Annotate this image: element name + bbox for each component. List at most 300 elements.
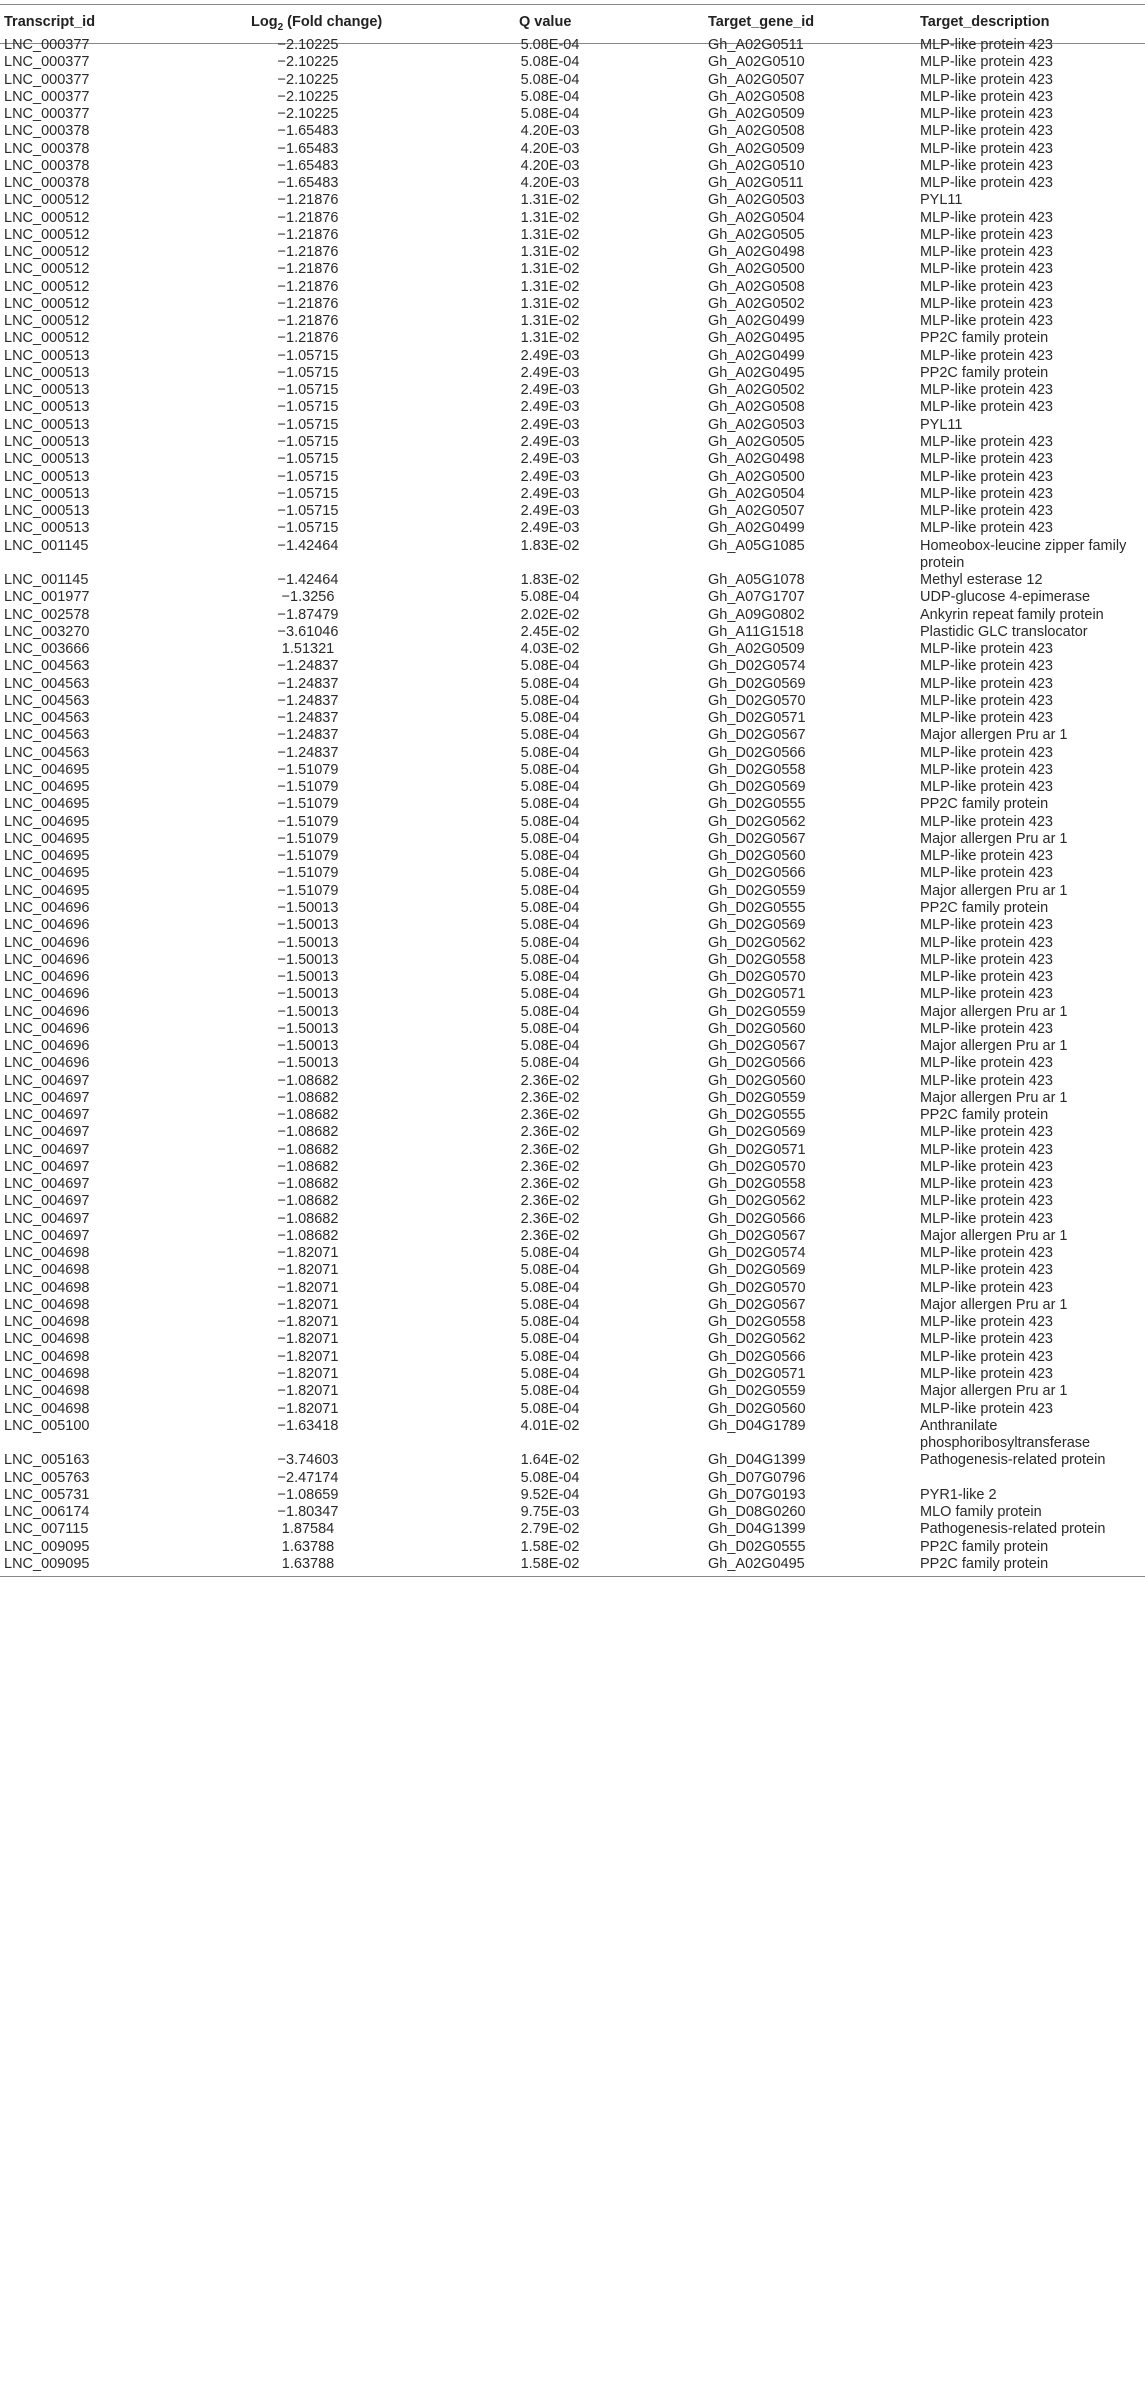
cell-log2-fold-change: −2.10225: [277, 54, 339, 71]
cell-target-gene-id: Gh_A02G0500: [708, 468, 805, 485]
cell-q-value: 2.49E-03: [520, 433, 580, 450]
cell-transcript-id: LNC_004563: [4, 744, 90, 761]
table-row: [0, 210, 1145, 227]
cell-transcript-id: LNC_004698: [4, 1400, 90, 1417]
cell-target-description: PYL11: [920, 416, 963, 433]
cell-target-description: MLO family protein: [920, 1504, 1042, 1521]
cell-target-description: Homeobox-leucine zipper family protein: [920, 537, 1127, 571]
table-row: [0, 503, 1145, 520]
cell-log2-fold-change: −1.21876: [277, 313, 339, 330]
cell-log2-fold-change: −1.51079: [277, 830, 339, 847]
cell-q-value: 1.83E-02: [520, 537, 580, 554]
header-target-description: Target_description: [920, 14, 1050, 30]
cell-transcript-id: LNC_003666: [4, 641, 90, 658]
cell-log2-fold-change: −1.08682: [277, 1072, 339, 1089]
cell-target-description: Plastidic GLC translocator: [920, 623, 1088, 640]
cell-target-gene-id: Gh_D02G0559: [708, 1003, 806, 1020]
table-row: [0, 313, 1145, 330]
cell-target-gene-id: Gh_D02G0558: [708, 761, 806, 778]
cell-target-gene-id: Gh_D02G0559: [708, 882, 806, 899]
cell-target-gene-id: Gh_A02G0508: [708, 278, 805, 295]
cell-log2-fold-change: −1.24837: [277, 710, 339, 727]
table-row: [0, 72, 1145, 89]
cell-q-value: 5.08E-04: [520, 37, 580, 53]
cell-transcript-id: LNC_000512: [4, 261, 90, 278]
cell-target-gene-id: Gh_A02G0502: [708, 295, 805, 312]
cell-q-value: 2.36E-02: [520, 1158, 580, 1175]
cell-target-gene-id: Gh_D02G0559: [708, 1089, 806, 1106]
cell-q-value: 1.31E-02: [520, 295, 580, 312]
cell-transcript-id: LNC_004698: [4, 1348, 90, 1365]
cell-transcript-id: LNC_004698: [4, 1245, 90, 1262]
table-row: [0, 89, 1145, 106]
cell-log2-fold-change: −1.82071: [277, 1314, 339, 1331]
table-row: [0, 624, 1145, 641]
table-row: [0, 227, 1145, 244]
cell-log2-fold-change: −1.3256: [281, 589, 335, 606]
cell-log2-fold-change: −1.24837: [277, 692, 339, 709]
cell-transcript-id: LNC_004695: [4, 865, 90, 882]
cell-q-value: 5.08E-04: [520, 934, 580, 951]
cell-transcript-id: LNC_004696: [4, 969, 90, 986]
cell-transcript-id: LNC_000513: [4, 433, 90, 450]
table-row: [0, 779, 1145, 796]
cell-q-value: 2.49E-03: [520, 451, 580, 468]
cell-q-value: 2.36E-02: [520, 1193, 580, 1210]
cell-target-gene-id: Gh_A02G0508: [708, 123, 805, 140]
cell-target-description: MLP-like protein 423: [920, 1262, 1053, 1279]
cell-log2-fold-change: −1.08682: [277, 1141, 339, 1158]
cell-log2-fold-change: −1.24837: [277, 727, 339, 744]
cell-target-description: PP2C family protein: [920, 1107, 1049, 1124]
cell-transcript-id: LNC_000378: [4, 157, 90, 174]
table-row: [0, 399, 1145, 416]
cell-q-value: 5.08E-04: [520, 1469, 580, 1486]
cell-q-value: 4.20E-03: [520, 157, 580, 174]
cell-transcript-id: LNC_004696: [4, 1038, 90, 1055]
cell-target-description: Major allergen Pru ar 1: [920, 1227, 1068, 1244]
table-row: [0, 279, 1145, 296]
table-row: [0, 1228, 1145, 1245]
table-row: [0, 192, 1145, 209]
cell-transcript-id: LNC_004696: [4, 899, 90, 916]
cell-transcript-id: LNC_004695: [4, 882, 90, 899]
cell-transcript-id: LNC_000513: [4, 364, 90, 381]
cell-log2-fold-change: −1.21876: [277, 192, 339, 209]
cell-target-description: MLP-like protein 423: [920, 433, 1053, 450]
cell-target-description: MLP-like protein 423: [920, 226, 1053, 243]
top-rule: [0, 4, 1145, 5]
cell-log2-fold-change: −1.05715: [277, 485, 339, 502]
cell-target-gene-id: Gh_A02G0507: [708, 71, 805, 88]
cell-transcript-id: LNC_004697: [4, 1193, 90, 1210]
cell-log2-fold-change: −1.05715: [277, 468, 339, 485]
cell-transcript-id: LNC_004698: [4, 1279, 90, 1296]
cell-q-value: 5.08E-04: [520, 1383, 580, 1400]
cell-transcript-id: LNC_004563: [4, 692, 90, 709]
cell-q-value: 5.08E-04: [520, 882, 580, 899]
cell-transcript-id: LNC_004563: [4, 710, 90, 727]
cell-q-value: 5.08E-04: [520, 744, 580, 761]
cell-log2-fold-change: −1.50013: [277, 969, 339, 986]
cell-target-description: PP2C family protein: [920, 796, 1049, 813]
table-row: [0, 365, 1145, 382]
cell-q-value: 5.08E-04: [520, 848, 580, 865]
table-row: [0, 1004, 1145, 1021]
table-row: [0, 106, 1145, 123]
cell-target-description: PYR1-like 2: [920, 1486, 997, 1503]
cell-transcript-id: LNC_004695: [4, 779, 90, 796]
cell-transcript-id: LNC_004698: [4, 1366, 90, 1382]
table-row: [0, 917, 1145, 934]
cell-target-gene-id: Gh_D02G0571: [708, 710, 806, 727]
cell-transcript-id: LNC_001145: [4, 537, 89, 554]
cell-q-value: 4.20E-03: [520, 123, 580, 140]
table-row: [0, 141, 1145, 158]
table-row: [0, 1159, 1145, 1176]
cell-target-gene-id: Gh_D02G0566: [708, 744, 806, 761]
cell-q-value: 2.49E-03: [520, 503, 580, 520]
cell-target-gene-id: Gh_A02G0510: [708, 54, 805, 71]
cell-target-description: MLP-like protein 423: [920, 1176, 1053, 1193]
cell-log2-fold-change: −2.10225: [277, 71, 339, 88]
cell-q-value: 1.58E-02: [520, 1555, 580, 1572]
cell-log2-fold-change: 1.51321: [281, 641, 335, 658]
cell-target-gene-id: Gh_D02G0570: [708, 1279, 806, 1296]
table-row: [0, 1556, 1145, 1573]
cell-target-gene-id: Gh_D02G0567: [708, 1227, 806, 1244]
table-row: [0, 486, 1145, 503]
cell-q-value: 2.49E-03: [520, 468, 580, 485]
cell-target-description: Major allergen Pru ar 1: [920, 830, 1068, 847]
table-row: [0, 1142, 1145, 1159]
cell-target-description: MLP-like protein 423: [920, 641, 1053, 658]
cell-target-gene-id: Gh_D02G0555: [708, 796, 806, 813]
cell-log2-fold-change: −1.08682: [277, 1158, 339, 1175]
cell-log2-fold-change: −1.65483: [277, 140, 339, 157]
cell-transcript-id: LNC_000513: [4, 382, 90, 399]
cell-q-value: 5.08E-04: [520, 1366, 580, 1382]
table-row: [0, 1504, 1145, 1521]
cell-target-gene-id: Gh_D02G0562: [708, 1193, 806, 1210]
cell-log2-fold-change: −1.82071: [277, 1383, 339, 1400]
cell-q-value: 2.36E-02: [520, 1141, 580, 1158]
cell-transcript-id: LNC_009095: [4, 1555, 90, 1572]
cell-transcript-id: LNC_000513: [4, 503, 90, 520]
cell-log2-fold-change: −1.50013: [277, 917, 339, 934]
header-log2-suffix: (Fold change): [283, 14, 383, 30]
cell-target-description: MLP-like protein 423: [920, 1193, 1053, 1210]
table-row: [0, 296, 1145, 313]
cell-log2-fold-change: −1.42464: [277, 537, 339, 554]
cell-target-description: MLP-like protein 423: [920, 37, 1053, 53]
cell-transcript-id: LNC_004563: [4, 658, 90, 675]
cell-log2-fold-change: −1.82071: [277, 1400, 339, 1417]
cell-target-description: MLP-like protein 423: [920, 1366, 1053, 1382]
cell-q-value: 5.08E-04: [520, 1038, 580, 1055]
cell-target-gene-id: Gh_D02G0560: [708, 1020, 806, 1037]
cell-target-description: MLP-like protein 423: [920, 1055, 1053, 1072]
cell-target-description: MLP-like protein 423: [920, 468, 1053, 485]
cell-target-gene-id: Gh_A09G0802: [708, 606, 805, 623]
cell-transcript-id: LNC_000378: [4, 140, 90, 157]
cell-target-description: Ankyrin repeat family protein: [920, 606, 1104, 623]
cell-log2-fold-change: −1.50013: [277, 1038, 339, 1055]
cell-log2-fold-change: −1.08682: [277, 1193, 339, 1210]
cell-target-description: MLP-like protein 423: [920, 1331, 1053, 1348]
table-row: [0, 1245, 1145, 1262]
cell-transcript-id: LNC_004696: [4, 917, 90, 934]
cell-target-description: Major allergen Pru ar 1: [920, 727, 1068, 744]
cell-q-value: 5.08E-04: [520, 986, 580, 1003]
table-row: [0, 1021, 1145, 1038]
table-row: [0, 883, 1145, 900]
cell-target-description: MLP-like protein 423: [920, 692, 1053, 709]
cell-target-gene-id: Gh_D02G0555: [708, 1538, 806, 1555]
cell-log2-fold-change: −1.05715: [277, 364, 339, 381]
table-row: [0, 865, 1145, 882]
cell-log2-fold-change: −1.08682: [277, 1124, 339, 1141]
cell-transcript-id: LNC_004695: [4, 848, 90, 865]
cell-transcript-id: LNC_004696: [4, 934, 90, 951]
table-row: [0, 1331, 1145, 1348]
table-row: [0, 676, 1145, 693]
cell-q-value: 2.49E-03: [520, 520, 580, 537]
cell-log2-fold-change: −1.05715: [277, 347, 339, 364]
cell-target-description: MLP-like protein 423: [920, 175, 1053, 192]
cell-target-gene-id: Gh_D02G0574: [708, 658, 806, 675]
cell-target-gene-id: Gh_D02G0559: [708, 1383, 806, 1400]
cell-target-gene-id: Gh_D02G0558: [708, 1176, 806, 1193]
table-row: [0, 1176, 1145, 1193]
cell-log2-fold-change: −1.50013: [277, 1020, 339, 1037]
cell-transcript-id: LNC_005763: [4, 1469, 90, 1486]
cell-q-value: 9.52E-04: [520, 1486, 580, 1503]
table-row: [0, 986, 1145, 1003]
cell-transcript-id: LNC_002578: [4, 606, 90, 623]
cell-log2-fold-change: −1.05715: [277, 399, 339, 416]
cell-q-value: 2.36E-02: [520, 1227, 580, 1244]
table-row: [0, 727, 1145, 744]
cell-target-description: Pathogenesis-related protein: [920, 1521, 1106, 1538]
table-row: [0, 123, 1145, 140]
cell-q-value: 4.20E-03: [520, 175, 580, 192]
cell-target-gene-id: Gh_A02G0508: [708, 399, 805, 416]
cell-target-description: MLP-like protein 423: [920, 313, 1053, 330]
cell-target-gene-id: Gh_A02G0510: [708, 157, 805, 174]
cell-q-value: 5.08E-04: [520, 830, 580, 847]
table-row: [0, 641, 1145, 658]
cell-target-gene-id: Gh_D02G0566: [708, 1348, 806, 1365]
cell-target-description: MLP-like protein 423: [920, 451, 1053, 468]
cell-target-gene-id: Gh_A02G0495: [708, 330, 805, 347]
cell-target-description: MLP-like protein 423: [920, 744, 1053, 761]
cell-q-value: 2.36E-02: [520, 1176, 580, 1193]
cell-target-description: Pathogenesis-related protein: [920, 1452, 1106, 1469]
cell-q-value: 2.02E-02: [520, 606, 580, 623]
cell-target-gene-id: Gh_A11G1518: [708, 623, 804, 640]
cell-log2-fold-change: −1.50013: [277, 951, 339, 968]
cell-q-value: 5.08E-04: [520, 1348, 580, 1365]
cell-transcript-id: LNC_000377: [4, 37, 90, 53]
cell-transcript-id: LNC_000512: [4, 330, 90, 347]
cell-q-value: 2.79E-02: [520, 1521, 580, 1538]
cell-q-value: 2.49E-03: [520, 347, 580, 364]
cell-q-value: 5.08E-04: [520, 675, 580, 692]
cell-target-gene-id: Gh_D02G0574: [708, 1245, 806, 1262]
cell-target-description: MLP-like protein 423: [920, 779, 1053, 796]
cell-log2-fold-change: −2.10225: [277, 88, 339, 105]
cell-log2-fold-change: −1.50013: [277, 934, 339, 951]
cell-log2-fold-change: −1.24837: [277, 675, 339, 692]
cell-transcript-id: LNC_004696: [4, 951, 90, 968]
cell-target-gene-id: Gh_A02G0503: [708, 416, 805, 433]
cell-target-description: MLP-like protein 423: [920, 347, 1053, 364]
cell-log2-fold-change: 1.87584: [281, 1521, 335, 1538]
cell-target-description: MLP-like protein 423: [920, 1245, 1053, 1262]
cell-target-gene-id: Gh_A02G0499: [708, 520, 805, 537]
cell-transcript-id: LNC_004697: [4, 1141, 90, 1158]
cell-q-value: 1.31E-02: [520, 330, 580, 347]
cell-transcript-id: LNC_000378: [4, 123, 90, 140]
cell-log2-fold-change: −1.82071: [277, 1296, 339, 1313]
table-row: [0, 1314, 1145, 1331]
cell-q-value: 5.08E-04: [520, 779, 580, 796]
cell-target-description: MLP-like protein 423: [920, 157, 1053, 174]
cell-transcript-id: LNC_004696: [4, 1020, 90, 1037]
cell-transcript-id: LNC_000512: [4, 278, 90, 295]
cell-target-gene-id: Gh_A05G1078: [708, 572, 805, 589]
cell-target-gene-id: Gh_D02G0555: [708, 899, 806, 916]
table-row: [0, 831, 1145, 848]
cell-log2-fold-change: −3.74603: [277, 1452, 339, 1469]
cell-target-gene-id: Gh_D02G0558: [708, 1314, 806, 1331]
cell-target-description: MLP-like protein 423: [920, 1141, 1053, 1158]
cell-target-description: MLP-like protein 423: [920, 1400, 1053, 1417]
table-row: [0, 1262, 1145, 1279]
cell-log2-fold-change: −1.80347: [277, 1504, 339, 1521]
cell-target-gene-id: Gh_D02G0558: [708, 951, 806, 968]
cell-target-description: MLP-like protein 423: [920, 503, 1053, 520]
cell-target-description: MLP-like protein 423: [920, 1348, 1053, 1365]
cell-q-value: 5.08E-04: [520, 865, 580, 882]
cell-log2-fold-change: −1.21876: [277, 330, 339, 347]
cell-log2-fold-change: −1.50013: [277, 1003, 339, 1020]
table-row: [0, 1366, 1145, 1383]
cell-target-gene-id: Gh_A02G0500: [708, 261, 805, 278]
cell-transcript-id: LNC_004695: [4, 813, 90, 830]
table-row: [0, 1487, 1145, 1504]
cell-target-description: MLP-like protein 423: [920, 1210, 1053, 1227]
table-row: [0, 969, 1145, 986]
cell-target-gene-id: Gh_D02G0555: [708, 1107, 806, 1124]
cell-log2-fold-change: −1.51079: [277, 796, 339, 813]
cell-target-gene-id: Gh_A02G0505: [708, 433, 805, 450]
cell-log2-fold-change: −1.08659: [277, 1486, 339, 1503]
cell-target-gene-id: Gh_D02G0570: [708, 692, 806, 709]
table-row: [0, 796, 1145, 813]
table-row: [0, 1521, 1145, 1538]
cell-target-gene-id: Gh_A02G0504: [708, 209, 805, 226]
cell-transcript-id: LNC_000513: [4, 520, 90, 537]
cell-target-gene-id: Gh_A02G0509: [708, 140, 805, 157]
cell-target-description: Major allergen Pru ar 1: [920, 882, 1068, 899]
table-row: [0, 1090, 1145, 1107]
cell-target-gene-id: Gh_A02G0495: [708, 364, 805, 381]
header-target-gene-id: Target_gene_id: [708, 14, 815, 30]
cell-target-description: MLP-like protein 423: [920, 382, 1053, 399]
cell-log2-fold-change: −1.08682: [277, 1210, 339, 1227]
cell-target-gene-id: Gh_D02G0569: [708, 1262, 806, 1279]
cell-transcript-id: LNC_000513: [4, 416, 90, 433]
cell-q-value: 5.08E-04: [520, 1262, 580, 1279]
table-row: [0, 589, 1145, 606]
table-row: [0, 382, 1145, 399]
cell-q-value: 5.08E-04: [520, 899, 580, 916]
cell-transcript-id: LNC_006174: [4, 1504, 90, 1521]
cell-target-gene-id: Gh_D04G1399: [708, 1521, 806, 1538]
table-row: [0, 1297, 1145, 1314]
header-q-value: Q value: [519, 14, 572, 30]
table-row: [0, 1055, 1145, 1072]
cell-q-value: 2.36E-02: [520, 1210, 580, 1227]
cell-target-gene-id: Gh_D02G0567: [708, 727, 806, 744]
cell-q-value: 5.08E-04: [520, 88, 580, 105]
table-row: [0, 1107, 1145, 1124]
table-row: [0, 607, 1145, 624]
cell-target-gene-id: Gh_D02G0562: [708, 1331, 806, 1348]
cell-target-description: MLP-like protein 423: [920, 485, 1053, 502]
cell-q-value: 4.01E-02: [520, 1417, 580, 1434]
cell-log2-fold-change: −1.82071: [277, 1331, 339, 1348]
cell-q-value: 5.08E-04: [520, 761, 580, 778]
cell-log2-fold-change: 1.63788: [281, 1538, 335, 1555]
cell-log2-fold-change: −1.08682: [277, 1089, 339, 1106]
table-row: [0, 37, 1145, 54]
cell-transcript-id: LNC_004697: [4, 1124, 90, 1141]
cell-q-value: 5.08E-04: [520, 917, 580, 934]
cell-log2-fold-change: −1.82071: [277, 1279, 339, 1296]
cell-log2-fold-change: −1.05715: [277, 416, 339, 433]
cell-target-gene-id: Gh_D02G0560: [708, 1072, 806, 1089]
cell-transcript-id: LNC_004696: [4, 986, 90, 1003]
cell-target-description: MLP-like protein 423: [920, 917, 1053, 934]
cell-q-value: 5.08E-04: [520, 1003, 580, 1020]
cell-q-value: 2.49E-03: [520, 485, 580, 502]
cell-transcript-id: LNC_000513: [4, 451, 90, 468]
cell-transcript-id: LNC_001977: [4, 589, 90, 606]
cell-transcript-id: LNC_000512: [4, 192, 90, 209]
cell-log2-fold-change: 1.63788: [281, 1555, 335, 1572]
table-row: [0, 1401, 1145, 1418]
cell-target-gene-id: Gh_D07G0796: [708, 1469, 806, 1486]
table-row: [0, 658, 1145, 675]
header-log2-fold-change: [251, 14, 382, 33]
cell-log2-fold-change: −1.21876: [277, 261, 339, 278]
cell-target-description: MLP-like protein 423: [920, 848, 1053, 865]
cell-log2-fold-change: −1.82071: [277, 1262, 339, 1279]
header-transcript-id: Transcript_id: [4, 14, 96, 30]
cell-target-gene-id: Gh_D02G0570: [708, 1158, 806, 1175]
cell-target-gene-id: Gh_D02G0569: [708, 917, 806, 934]
cell-transcript-id: LNC_000512: [4, 244, 90, 261]
cell-log2-fold-change: −1.21876: [277, 209, 339, 226]
table-row: [0, 814, 1145, 831]
cell-log2-fold-change: −1.05715: [277, 382, 339, 399]
table-row: [0, 745, 1145, 762]
cell-target-description: MLP-like protein 423: [920, 969, 1053, 986]
cell-q-value: 5.08E-04: [520, 796, 580, 813]
